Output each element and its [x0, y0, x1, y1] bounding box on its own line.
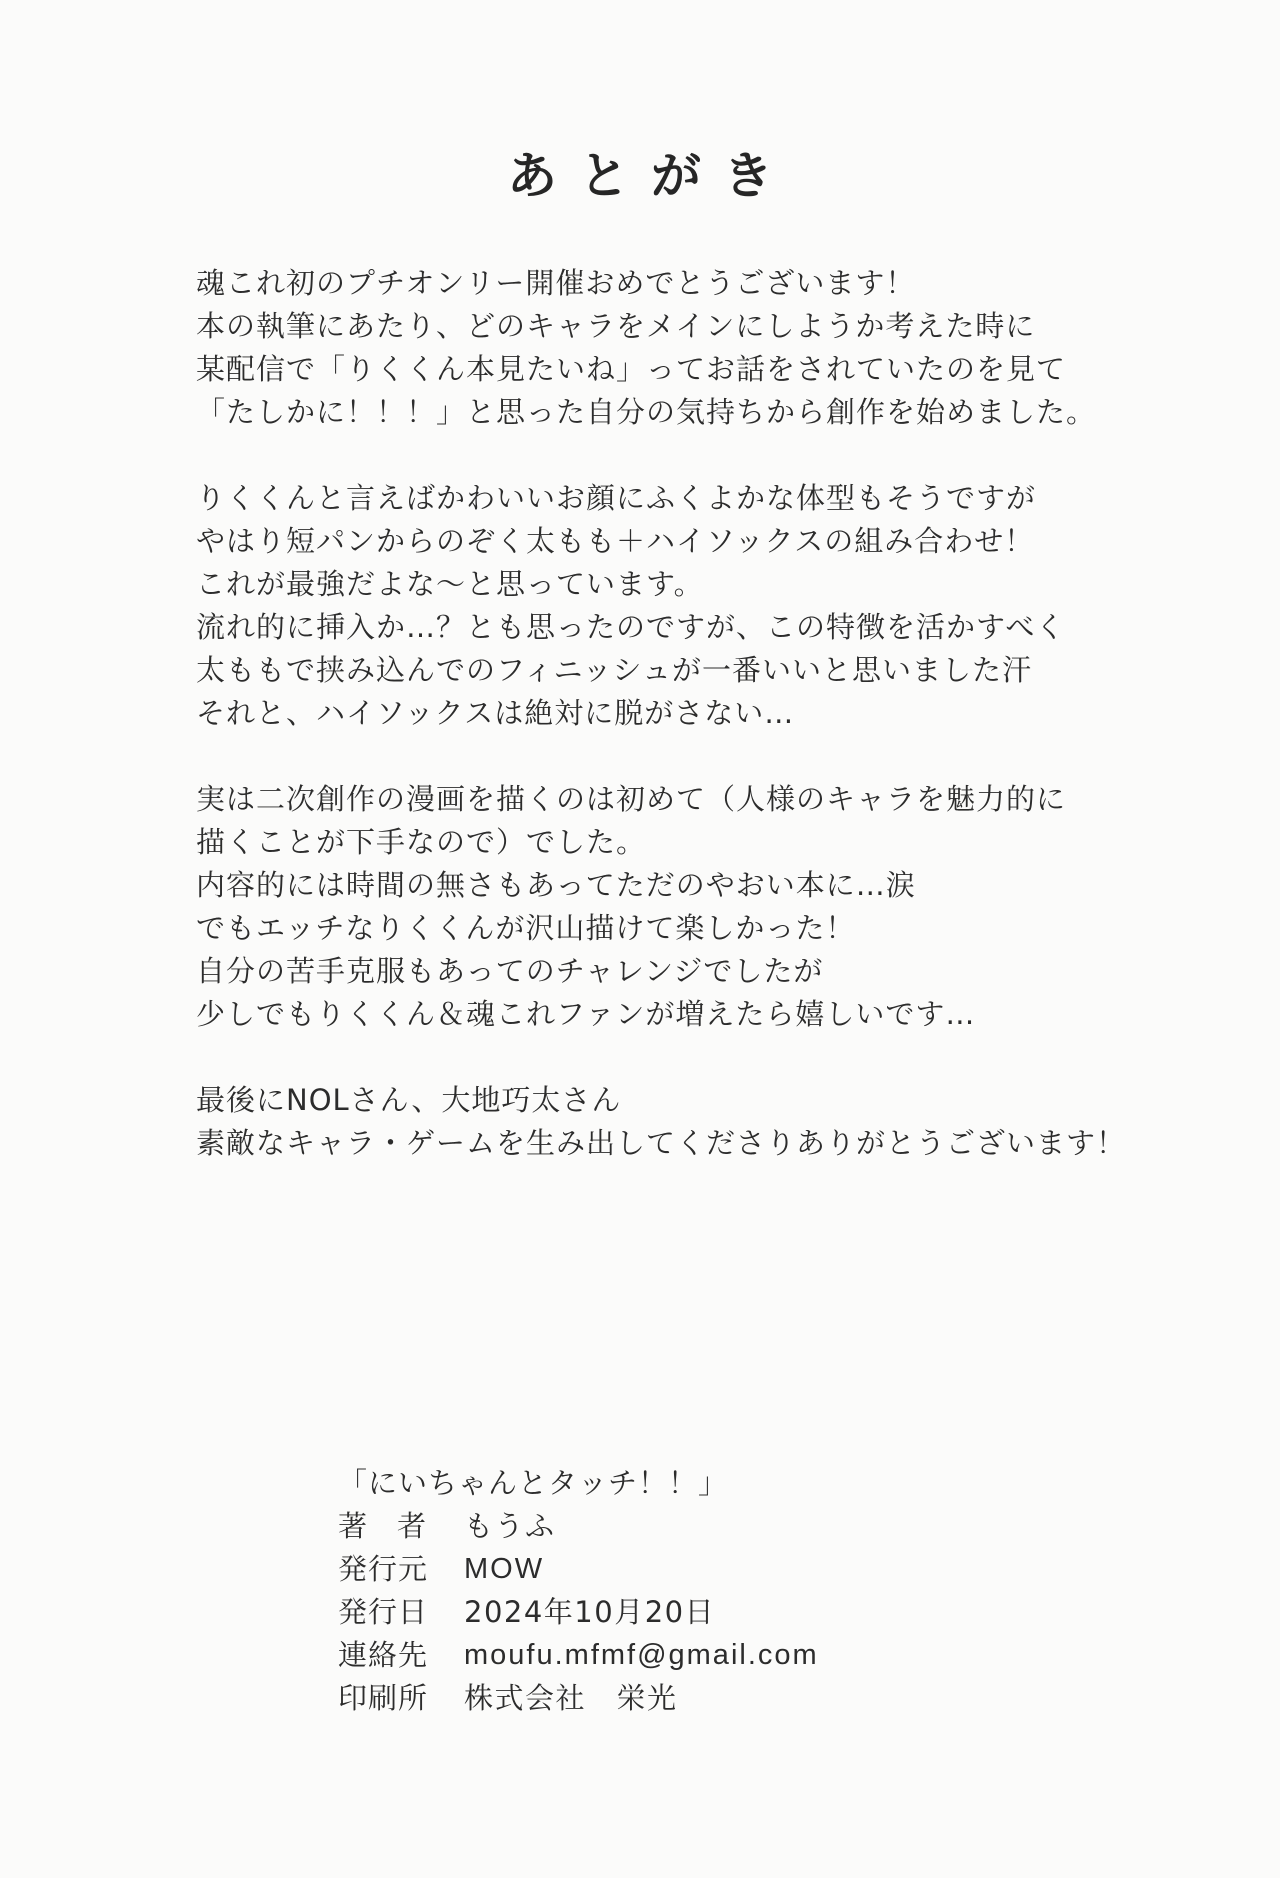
- afterword-body: [196, 262, 1127, 1208]
- text-line: それと、ハイソックスは絶対に脱がさない…: [196, 696, 795, 730]
- paragraph-2: [196, 477, 1096, 735]
- text-line: 魂これ初のプチオンリー開催おめでとうございます！: [196, 266, 916, 300]
- text-line: 少しでもりくくん＆魂これファンが増えたら嬉しいです…: [196, 997, 976, 1031]
- text-line: 内容的には時間の無さもあってただのやおい本に…涙: [196, 868, 916, 902]
- text-line: 最後にNOLさん、大地巧太さん: [196, 1083, 622, 1117]
- text-line: やはり短パンからのぞく太もも＋ハイソックスの組み合わせ！: [196, 524, 1035, 558]
- text-line: 素敵なキャラ・ゲームを生み出してくださりありがとうございます！: [196, 1126, 1127, 1160]
- text-line: 自分の苦手克服もあってのチャレンジでしたが: [196, 954, 824, 988]
- contact-email: moufu.mfmf@gmail.com: [464, 1639, 819, 1671]
- publication-date: 2024年10月20日: [464, 1595, 716, 1629]
- text-line: 某配信で「りくくん本見たいね」ってお話をされていたのを見て: [196, 352, 1067, 386]
- colophon-row-contact: [338, 1634, 819, 1677]
- text-line: 太ももで挟み込んでのフィニッシュが一番いいと思いました汗: [196, 653, 1032, 687]
- book-title: 「にいちゃんとタッチ！！」: [338, 1466, 729, 1500]
- colophon-label: 発行日: [338, 1595, 429, 1629]
- page-title: あとがき: [507, 147, 795, 205]
- text-line: でもエッチなりくくんが沢山描けて楽しかった！: [196, 911, 856, 945]
- text-line: 描くことが下手なので）でした。: [196, 825, 647, 859]
- text-line: 本の執筆にあたり、どのキャラをメインにしようか考えた時に: [196, 309, 1036, 343]
- paragraph-4: [196, 1079, 1127, 1165]
- colophon-row-date: [338, 1591, 819, 1634]
- text-line: 「たしかに！！！」と思った自分の気持ちから創作を始めました。: [196, 395, 1097, 429]
- author-name: もうふ: [464, 1509, 556, 1543]
- colophon-label: 印刷所: [338, 1681, 429, 1715]
- colophon-row-publisher: [338, 1548, 819, 1591]
- paragraph-3: [196, 778, 1096, 1036]
- printer-name: 株式会社 栄光: [464, 1681, 678, 1715]
- colophon-label: 著者: [338, 1509, 457, 1543]
- publisher-name: MOW: [464, 1553, 545, 1585]
- colophon-label: 連絡先: [338, 1638, 429, 1672]
- text-line: これが最強だよな〜と思っています。: [196, 567, 704, 601]
- colophon-label: 発行元: [338, 1552, 429, 1586]
- paragraph-1: [196, 262, 1096, 434]
- text-line: 流れ的に挿入か…？とも思ったのですが、この特徴を活かすべく: [196, 610, 1066, 644]
- text-line: 実は二次創作の漫画を描くのは初めて（人様のキャラを魅力的に: [196, 782, 1067, 816]
- colophon-row-printer: [338, 1677, 819, 1720]
- colophon-row-author: [338, 1505, 819, 1548]
- text-line: りくくんと言えばかわいいお顔にふくよかな体型もそうですが: [196, 481, 1037, 515]
- colophon: [338, 1462, 819, 1720]
